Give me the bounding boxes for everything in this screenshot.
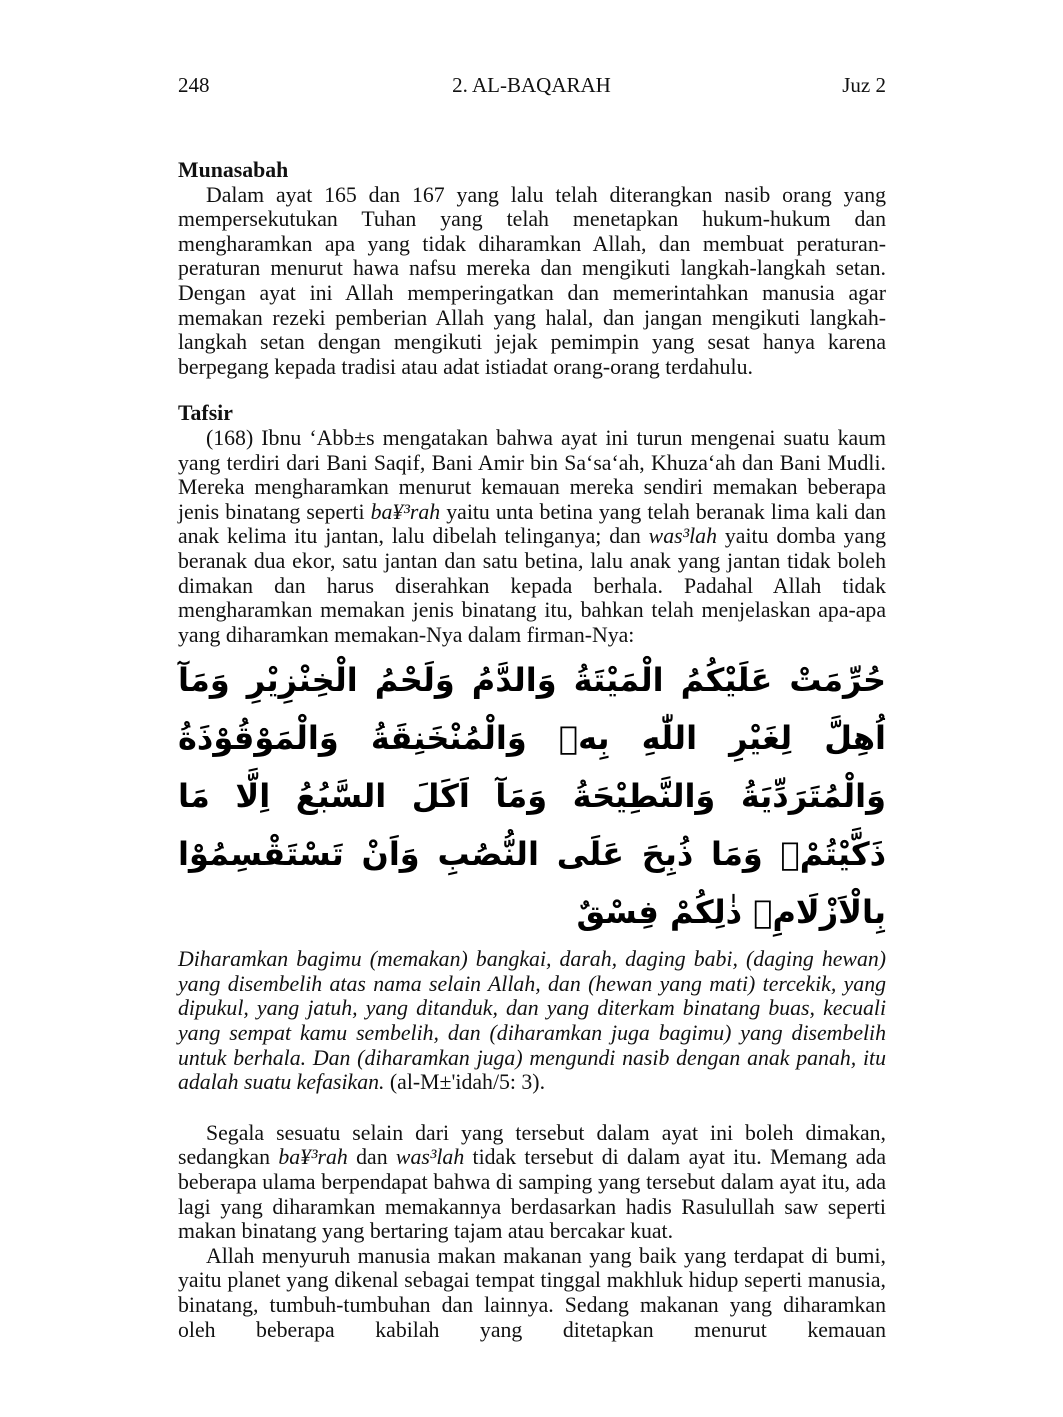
tafsir-p2-text-a: Segala sesuatu selain dari yang tersebut dalam ayat ini boleh dimakan, sedangkan: [178, 1120, 886, 1170]
tafsir-heading: Tafsir: [178, 401, 233, 426]
munasabah-paragraph: Dalam ayat 165 dan 167 yang lalu telah diterangkan nasib orang yang mempersekutukan Tuhan yang telah menetapkan hukum-hukum dan mengharamkan apa yang tidak diharamkan Allah, dan membuat peraturan-peraturan menurut hawa nafsu mereka dan mengikuti langkah-langkah setan. Dengan ayat ini Allah memperingatkan dan memerintahkan manusia agar memakan rezeki pemberian Allah yang halal, dan jangan mengikuti langkah-langkah setan dengan mengikuti jejak pemimpin yang sesat hanya karena berpegang kepada tradisi atau adat istiadat orang-orang terdahulu.: [178, 182, 886, 379]
page-number: 248: [178, 73, 210, 97]
term-bahirah-2: ba¥³rah: [278, 1145, 348, 1170]
arabic-verse: حُرِّمَتْ عَلَيْكُمُ الْمَيْتَةُ وَالدَّمُ وَلَحْمُ الْخِنْزِيْرِ وَمَآ اُهِلَّ لِغَيْرِ اللّٰهِ بِهٖ وَالْمُنْخَنِقَةُ وَالْمَوْقُوْذَةُ وَالْمُتَرَدِّيَةُ وَالنَّطِيْحَةُ وَمَآ اَكَلَ السَّبُعُ اِلَّا مَا ذَكَّيْتُمْۗ وَمَا ذُبِحَ عَلَى النُّصُبِ وَاَنْ تَسْتَقْسِمُوْا بِالْاَزْلَامِۗ ذٰلِكُمْ فِسْقٌ: [178, 661, 886, 932]
term-wasilah: was³lah: [648, 524, 717, 549]
tafsir-paragraph-1: [178, 426, 886, 647]
surah-title: 2. AL-BAQARAH: [452, 73, 611, 97]
tafsir-p2-text-c: tidak tersebut di dalam ayat itu. Memang ada beberapa ulama berpendapat bahwa di samping yang tersebut dalam ayat itu, ada lagi yang diharamkan memakannya berdasarkan hadis Rasulullah saw seperti makan binatang yang bertaring tajam atau bercakar kuat.: [178, 1145, 886, 1244]
tafsir-p1-text-b: yaitu unta betina yang telah beranak lima kali dan anak kelima itu jantan, lalu dibelah telinganya; dan: [178, 499, 887, 549]
translation-text: Diharamkan bagimu (memakan) bangkai, darah, daging babi, (daging hewan) yang disembelih atas nama selain Allah, dan (hewan yang mati) tercekik, yang dipukul, yang jatuh, yang ditanduk, dan yang diterkam binatang buas, kecuali yang sempat kamu sembelih, dan (diharamkan juga bagimu) yang disembelih untuk berhala. Dan (diharamkan juga) mengundi nasib dengan anak panah, itu adalah suatu kefasikan.: [178, 947, 886, 1095]
munasabah-heading: Munasabah: [178, 158, 289, 182]
verse-translation: [178, 947, 886, 1095]
tafsir-p1-text-c: yaitu domba yang beranak dua ekor, satu jantan dan satu betina, lalu anak yang jantan tidak boleh dimakan dan harus diserahkan kepada berhala. Padahal Allah tidak mengharamkan memakan jenis binatang itu, bahkan telah menjelaskan apa-apa yang diharamkan memakan-Nya dalam firman-Nya:: [178, 524, 886, 647]
tafsir-paragraph-3: Allah menyuruh manusia makan makanan yang baik yang terdapat di bumi, yaitu planet yang dikenal sebagai tempat tinggal makhluk hidup seperti manusia, binatang, tumbuh-tumbuhan dan lainnya. Sedang makanan yang diharamkan oleh beberapa kabilah yang ditetapkan menurut kemauan: [178, 1243, 886, 1342]
tafsir-paragraph-2: [178, 1121, 886, 1244]
tafsir-p2-text-b: dan: [347, 1145, 396, 1170]
term-bahirah: ba¥³rah: [370, 499, 441, 524]
page-content: [178, 158, 886, 1342]
tafsir-p1-text-a: (168) Ibnu ‘Abb±s mengatakan bahwa ayat ini turun mengenai suatu kaum yang terdiri dari Bani Saqif, Bani Amir bin Sa‘sa‘ah, Khuza‘ah dan Bani Mudli. Mereka mengharamkan menurut kemauan mereka sendiri memakan beberapa jenis binatang seperti: [178, 425, 886, 524]
verse-reference: (al-M±'idah/5: 3).: [384, 1070, 546, 1095]
term-wasilah-2: was³lah: [395, 1145, 465, 1170]
juz-label: Juz 2: [842, 73, 886, 97]
